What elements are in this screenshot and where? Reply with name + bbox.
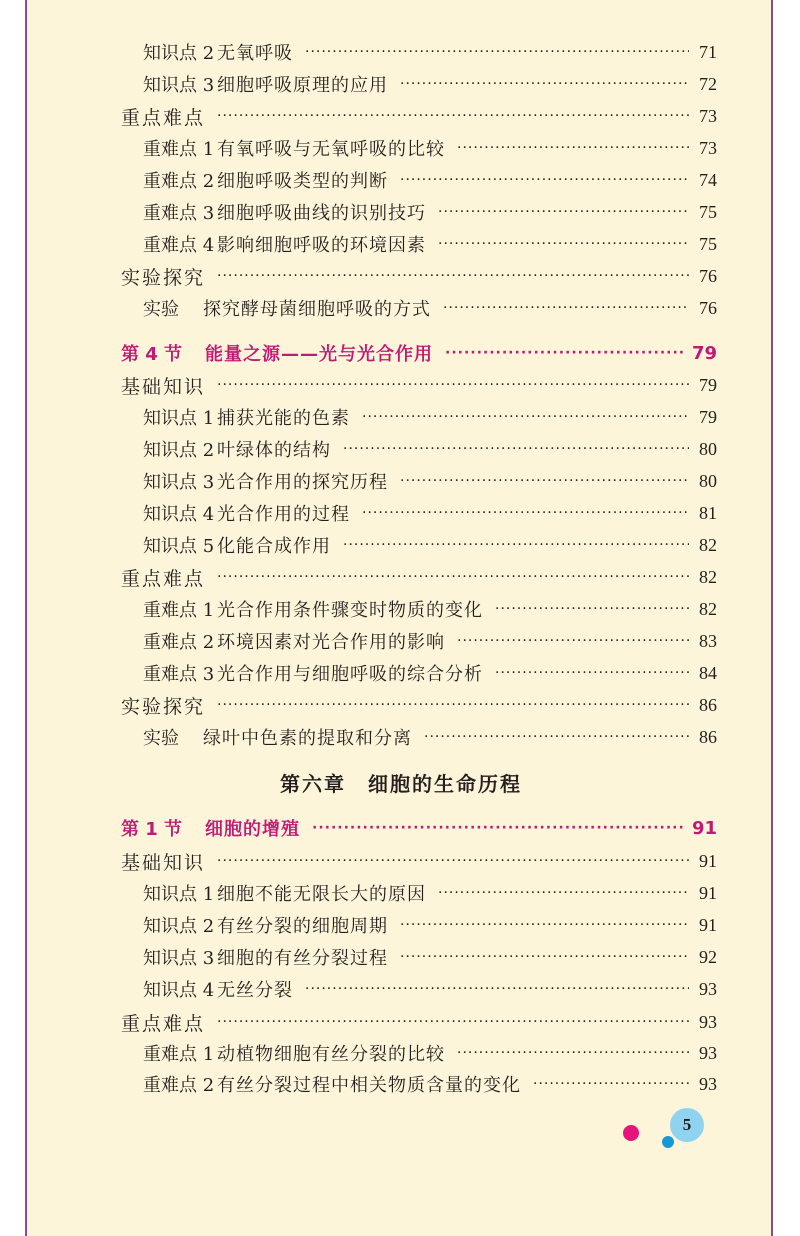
entry-page: 82 (699, 566, 717, 587)
group-title: 实验探究 (121, 695, 206, 718)
decorative-dot-pink (623, 1125, 639, 1141)
entry-title: 无丝分裂 (217, 980, 293, 1001)
toc-group[interactable] (121, 104, 717, 128)
leader-dots (438, 204, 689, 220)
entry-number: 知识点 3 (143, 948, 215, 969)
toc-entry[interactable] (143, 881, 717, 905)
leader-dots (305, 44, 689, 60)
group-title: 重点难点 (121, 1012, 206, 1035)
entry-title: 捕获光能的色素 (217, 408, 350, 429)
entry-page: 72 (699, 73, 717, 94)
entry-title: 有丝分裂的细胞周期 (217, 916, 388, 937)
toc-entry[interactable] (143, 200, 717, 224)
entry-page: 73 (699, 105, 717, 126)
group-title: 实验探究 (121, 266, 206, 289)
entry-number: 知识点 5 (143, 536, 215, 557)
entry-title: 细胞呼吸曲线的识别技巧 (217, 203, 426, 224)
toc-entry[interactable] (143, 168, 717, 192)
toc-entry[interactable] (143, 945, 717, 969)
toc-entry[interactable] (143, 913, 717, 937)
leader-dots (343, 441, 689, 457)
leader-dots (457, 1045, 689, 1061)
toc-entry[interactable] (143, 597, 717, 621)
entry-page: 81 (699, 502, 717, 523)
toc-entry[interactable] (143, 1041, 717, 1065)
leader-dots (400, 949, 689, 965)
entry-title: 有氧呼吸与无氧呼吸的比较 (217, 139, 445, 160)
entry-page: 76 (699, 297, 717, 318)
entry-page: 79 (699, 374, 717, 395)
leader-dots (217, 569, 689, 585)
entry-page: 93 (699, 1042, 717, 1063)
section-title: 能量之源——光与光合作用 (205, 344, 433, 365)
leader-dots (217, 853, 689, 869)
entry-page: 86 (699, 694, 717, 715)
toc-section[interactable] (121, 816, 717, 840)
section-page: 79 (691, 342, 717, 364)
entry-title: 细胞的有丝分裂过程 (217, 948, 388, 969)
entry-page: 75 (699, 233, 717, 254)
leader-dots (400, 172, 689, 188)
entry-number: 重难点 3 (143, 203, 215, 224)
entry-title: 影响细胞呼吸的环境因素 (217, 235, 426, 256)
leader-dots (217, 377, 689, 393)
toc-entry[interactable] (143, 437, 717, 461)
toc-entry[interactable] (143, 40, 717, 64)
leader-dots (362, 505, 689, 521)
entry-number: 实验 (143, 728, 179, 749)
toc-page (25, 0, 773, 1236)
leader-dots (217, 268, 689, 284)
leader-dots (424, 729, 689, 745)
entry-page: 74 (699, 169, 717, 190)
leader-dots (495, 601, 689, 617)
group-title: 基础知识 (121, 851, 206, 874)
entry-title: 光合作用的过程 (217, 504, 350, 525)
entry-page: 76 (699, 265, 717, 286)
entry-title: 细胞不能无限长大的原因 (217, 884, 426, 905)
entry-page: 82 (699, 598, 717, 619)
entry-title: 探究酵母菌细胞呼吸的方式 (203, 299, 431, 320)
group-title: 重点难点 (121, 567, 206, 590)
leader-dots (312, 820, 686, 836)
section-number: 第 1 节 (121, 819, 183, 840)
entry-number: 重难点 3 (143, 664, 215, 685)
section-title: 细胞的增殖 (205, 819, 300, 840)
leader-dots (438, 885, 689, 901)
entry-number: 重难点 2 (143, 632, 215, 653)
entry-page: 93 (699, 978, 717, 999)
entry-number: 知识点 3 (143, 75, 215, 96)
decorative-dot-blue (662, 1136, 674, 1148)
group-title: 基础知识 (121, 375, 206, 398)
entry-title: 光合作用条件骤变时物质的变化 (217, 600, 483, 621)
entry-number: 知识点 1 (143, 408, 215, 429)
section-number: 第 4 节 (121, 344, 183, 365)
group-title: 重点难点 (121, 106, 206, 129)
entry-title: 细胞呼吸类型的判断 (217, 171, 388, 192)
entry-page: 83 (699, 630, 717, 651)
entry-number: 重难点 2 (143, 171, 215, 192)
toc-group[interactable] (121, 565, 717, 589)
toc-entry[interactable] (143, 72, 717, 96)
entry-title: 绿叶中色素的提取和分离 (203, 728, 412, 749)
leader-dots (495, 665, 689, 681)
entry-page: 91 (699, 850, 717, 871)
entry-number: 重难点 2 (143, 1075, 215, 1096)
leader-dots (445, 345, 686, 361)
toc-group[interactable] (121, 849, 717, 873)
toc-entry[interactable] (143, 232, 717, 256)
leader-dots (217, 108, 689, 124)
page-number-badge: 5 (670, 1108, 704, 1142)
toc-group[interactable] (121, 1010, 717, 1034)
entry-page: 91 (699, 882, 717, 903)
entry-title: 光合作用与细胞呼吸的综合分析 (217, 664, 483, 685)
entry-page: 92 (699, 946, 717, 967)
toc-group[interactable] (121, 693, 717, 717)
entry-title: 环境因素对光合作用的影响 (217, 632, 445, 653)
leader-dots (362, 409, 689, 425)
toc-entry[interactable] (143, 977, 717, 1001)
toc-entry[interactable] (143, 469, 717, 493)
leader-dots (457, 633, 689, 649)
entry-number: 重难点 4 (143, 235, 215, 256)
toc-entry[interactable] (143, 1072, 717, 1096)
toc-entry[interactable] (143, 296, 717, 320)
entry-number: 实验 (143, 299, 179, 320)
toc-group[interactable] (121, 264, 717, 288)
entry-page: 73 (699, 137, 717, 158)
entry-title: 光合作用的探究历程 (217, 472, 388, 493)
toc-entry[interactable] (143, 136, 717, 160)
entry-title: 无氧呼吸 (217, 43, 293, 64)
entry-page: 86 (699, 726, 717, 747)
entry-number: 知识点 2 (143, 916, 215, 937)
leader-dots (457, 140, 689, 156)
entry-title: 动植物细胞有丝分裂的比较 (217, 1044, 445, 1065)
entry-page: 93 (699, 1073, 717, 1094)
leader-dots (217, 697, 689, 713)
entry-page: 71 (699, 41, 717, 62)
entry-page: 84 (699, 662, 717, 683)
leader-dots (400, 917, 689, 933)
toc-entry[interactable] (143, 533, 717, 557)
leader-dots (438, 236, 689, 252)
entry-title: 细胞呼吸原理的应用 (217, 75, 388, 96)
entry-number: 知识点 2 (143, 43, 215, 64)
entry-title: 叶绿体的结构 (217, 440, 331, 461)
entry-page: 80 (699, 470, 717, 491)
entry-number: 重难点 1 (143, 139, 215, 160)
toc-entry[interactable] (143, 501, 717, 525)
entry-number: 重难点 1 (143, 600, 215, 621)
entry-number: 知识点 4 (143, 504, 215, 525)
leader-dots (400, 473, 689, 489)
entry-page: 75 (699, 201, 717, 222)
entry-title: 有丝分裂过程中相关物质含量的变化 (217, 1075, 521, 1096)
leader-dots (305, 981, 689, 997)
entry-page: 79 (699, 406, 717, 427)
leader-dots (400, 76, 689, 92)
entry-title: 化能合成作用 (217, 536, 331, 557)
toc-entry[interactable] (143, 725, 717, 749)
toc-section[interactable] (121, 341, 717, 365)
toc-entry[interactable] (143, 405, 717, 429)
entry-page: 91 (699, 914, 717, 935)
leader-dots (343, 537, 689, 553)
toc-group[interactable] (121, 373, 717, 397)
entry-number: 知识点 3 (143, 472, 215, 493)
entry-number: 知识点 4 (143, 980, 215, 1001)
leader-dots (217, 1014, 689, 1030)
entry-number: 重难点 1 (143, 1044, 215, 1065)
toc-entry[interactable] (143, 661, 717, 685)
section-page: 91 (691, 817, 717, 839)
leader-dots (533, 1076, 689, 1092)
entry-page: 93 (699, 1011, 717, 1032)
leader-dots (443, 300, 689, 316)
entry-number: 知识点 1 (143, 884, 215, 905)
chapter-heading[interactable]: 第六章 细胞的生命历程 (280, 772, 522, 796)
entry-page: 80 (699, 438, 717, 459)
entry-number: 知识点 2 (143, 440, 215, 461)
entry-page: 82 (699, 534, 717, 555)
toc-entry[interactable] (143, 629, 717, 653)
